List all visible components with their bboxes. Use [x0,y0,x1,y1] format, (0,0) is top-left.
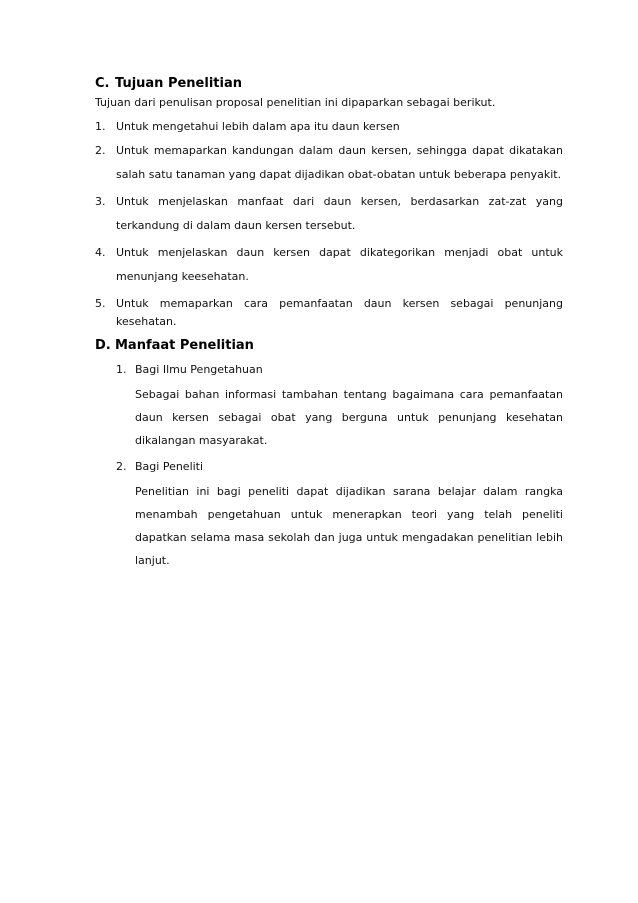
list-number: 1. [95,120,106,133]
list-text: Untuk memaparkan kandungan dalam daun kersen, sehingga dapat dikatakan salah satu tanaman yang dapat dijadikan obat-obatan untuk beberapa penyakit. [116,144,563,181]
section-c-title: Tujuan Penelitian [115,76,242,91]
list-text: Untuk memaparkan cara pemanfaatan daun kersen sebagai penunjang kesehatan. [116,297,563,328]
benefit-title: Bagi Peneliti [135,460,204,473]
benefit-heading [116,458,563,476]
benefit-heading [116,361,563,379]
section-d-title: Manfaat Penelitian [115,338,254,353]
benefit-text: Penelitian ini bagi peneliti dapat dijadikan sarana belajar dalam rangka menambah pengetahuan untuk menerapkan teori yang telah peneliti dapatkan selama masa sekolah dan juga untuk mengadakan penelitian lebih lanjut. [135,485,563,567]
list-text: Untuk menjelaskan daun kersen dapat dikategorikan menjadi obat untuk menunjang keesehatan. [116,246,563,283]
benefit-number: 1. [116,363,127,376]
list-item [95,142,563,187]
section-c-intro: Tujuan dari penulisan proposal penelitian ini dipaparkan sebagai berikut. [95,96,496,109]
list-number: 5. [95,297,106,310]
list-item [95,118,563,136]
benefit-item [116,458,563,572]
section-c-letter: C. [95,76,110,91]
list-item [95,244,563,289]
list-item [95,295,563,331]
list-number: 4. [95,246,106,259]
objectives-list [95,118,563,331]
list-number: 2. [95,144,106,157]
list-text: Untuk mengetahui lebih dalam apa itu daun kersen [116,120,400,133]
section-d-letter: D. [95,338,111,353]
document-page [95,75,563,578]
benefit-number: 2. [116,460,127,473]
benefit-text: Sebagai bahan informasi tambahan tentang bagaimana cara pemanfaatan daun kersen sebagai obat yang berguna untuk penunjang kesehatan dikalangan masyarakat. [135,388,563,447]
benefit-item [116,361,563,452]
list-item [95,193,563,238]
section-d-heading [95,337,563,355]
list-text: Untuk menjelaskan manfaat dari daun kersen, berdasarkan zat-zat yang terkandung di dalam daun kersen tersebut. [116,195,563,232]
benefits-list [116,361,563,572]
list-number: 3. [95,195,106,208]
benefit-title: Bagi Ilmu Pengetahuan [135,363,263,376]
section-c-heading [95,75,563,93]
